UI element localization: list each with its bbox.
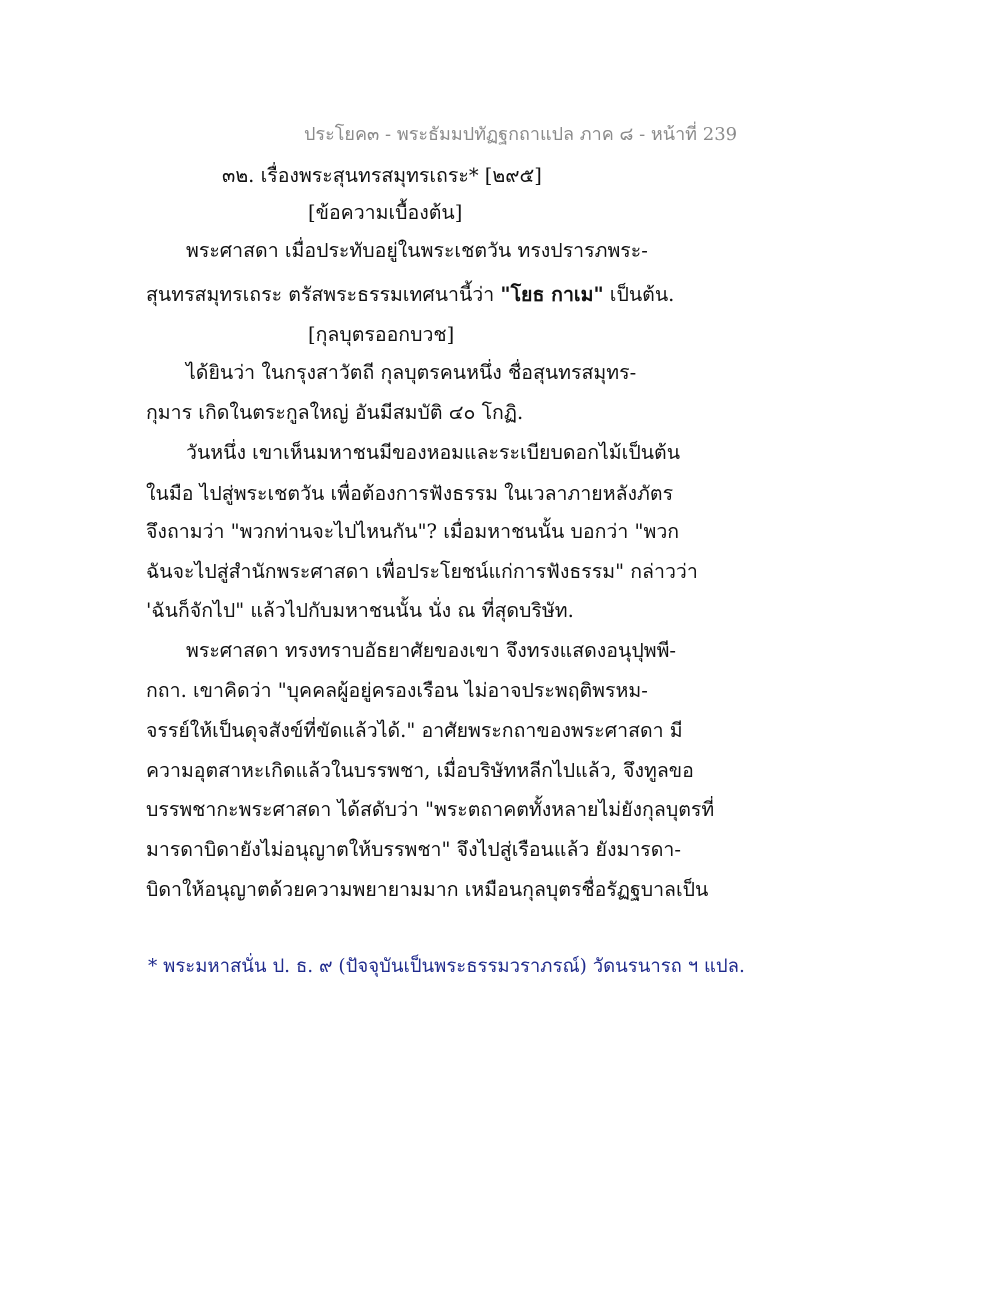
paragraph-text: สุนทรสมุทรเถระ ตรัสพระธรรมเทศนานี้ว่า bbox=[146, 283, 501, 306]
paragraph-line: บิดาให้อนุญาตด้วยความพยายามมาก เหมือนกุลบุตรชื่อรัฏฐบาลเป็น bbox=[146, 878, 709, 901]
paragraph-line: กถา. เขาคิดว่า "บุคคลผู้อยู่ครองเรือน ไม่อาจประพฤติพรหม- bbox=[146, 679, 648, 702]
paragraph-line: ในมือ ไปสู่พระเชตวัน เพื่อต้องการฟังธรรม ในเวลาภายหลังภัตร bbox=[146, 482, 674, 505]
paragraph-line: ความอุตสาหะเกิดแล้วในบรรพชา, เมื่อบริษัทหลีกไปแล้ว, จึงทูลขอ bbox=[146, 759, 694, 782]
section-heading-ordination: [กุลบุตรออกบวช] bbox=[308, 323, 455, 346]
paragraph-line: 'ฉันก็จักไป" แล้วไปกับมหาชนนั้น นั่ง ณ ที่สุดบริษัท. bbox=[146, 599, 574, 622]
running-head: ประโยค๓ - พระธัมมปทัฏฐกถาแปล ภาค ๘ - หน้าที่ 239 bbox=[304, 124, 738, 145]
story-title: ๓๒. เรื่องพระสุนทรสมุทรเถระ* [๒๙๕] bbox=[222, 164, 542, 187]
footnote: * พระมหาสนั่น ป. ธ. ๙ (ปัจจุบันเป็นพระธรรมวราภรณ์) วัดนรนารถ ฯ แปล. bbox=[148, 956, 745, 977]
paragraph-line: จึงถามว่า "พวกท่านจะไปไหนกัน"? เมื่อมหาชนนั้น บอกว่า "พวก bbox=[146, 520, 680, 543]
paragraph-line: ฉันจะไปสู่สำนักพระศาสดา เพื่อประโยชน์แก่การฟังธรรม" กล่าวว่า bbox=[146, 560, 698, 583]
paragraph-line bbox=[146, 280, 674, 310]
paragraph-line: ได้ยินว่า ในกรุงสาวัตถี กุลบุตรคนหนึ่ง ชื่อสุนทรสมุทร- bbox=[186, 361, 637, 384]
paragraph-line: กุมาร เกิดในตระกูลใหญ่ อันมีสมบัติ ๔๐ โกฏิ. bbox=[146, 401, 524, 424]
paragraph-line: มารดาบิดายังไม่อนุญาตให้บรรพชา" จึงไปสู่เรือนแล้ว ยังมารดา- bbox=[146, 838, 681, 861]
paragraph-line: วันหนึ่ง เขาเห็นมหาชนมีของหอมและระเบียบดอกไม้เป็นต้น bbox=[186, 441, 681, 464]
paragraph-line: จรรย์ให้เป็นดุจสังข์ที่ขัดแล้วได้." อาศัยพระกถาของพระศาสดา มี bbox=[146, 719, 683, 742]
paragraph-line: พระศาสดา ทรงทราบอัธยาศัยของเขา จึงทรงแสดงอนุปุพพี- bbox=[186, 639, 677, 662]
paragraph-line: พระศาสดา เมื่อประทับอยู่ในพระเชตวัน ทรงปรารภพระ- bbox=[186, 239, 648, 262]
paragraph-text: เป็นต้น. bbox=[603, 283, 675, 306]
pali-quote: "โยธ กาเม" bbox=[500, 283, 604, 306]
section-heading-opening: [ข้อความเบื้องต้น] bbox=[308, 201, 463, 224]
paragraph-line: บรรพชากะพระศาสดา ได้สดับว่า "พระตถาคตทั้งหลายไม่ยังกุลบุตรที่ bbox=[146, 798, 715, 821]
